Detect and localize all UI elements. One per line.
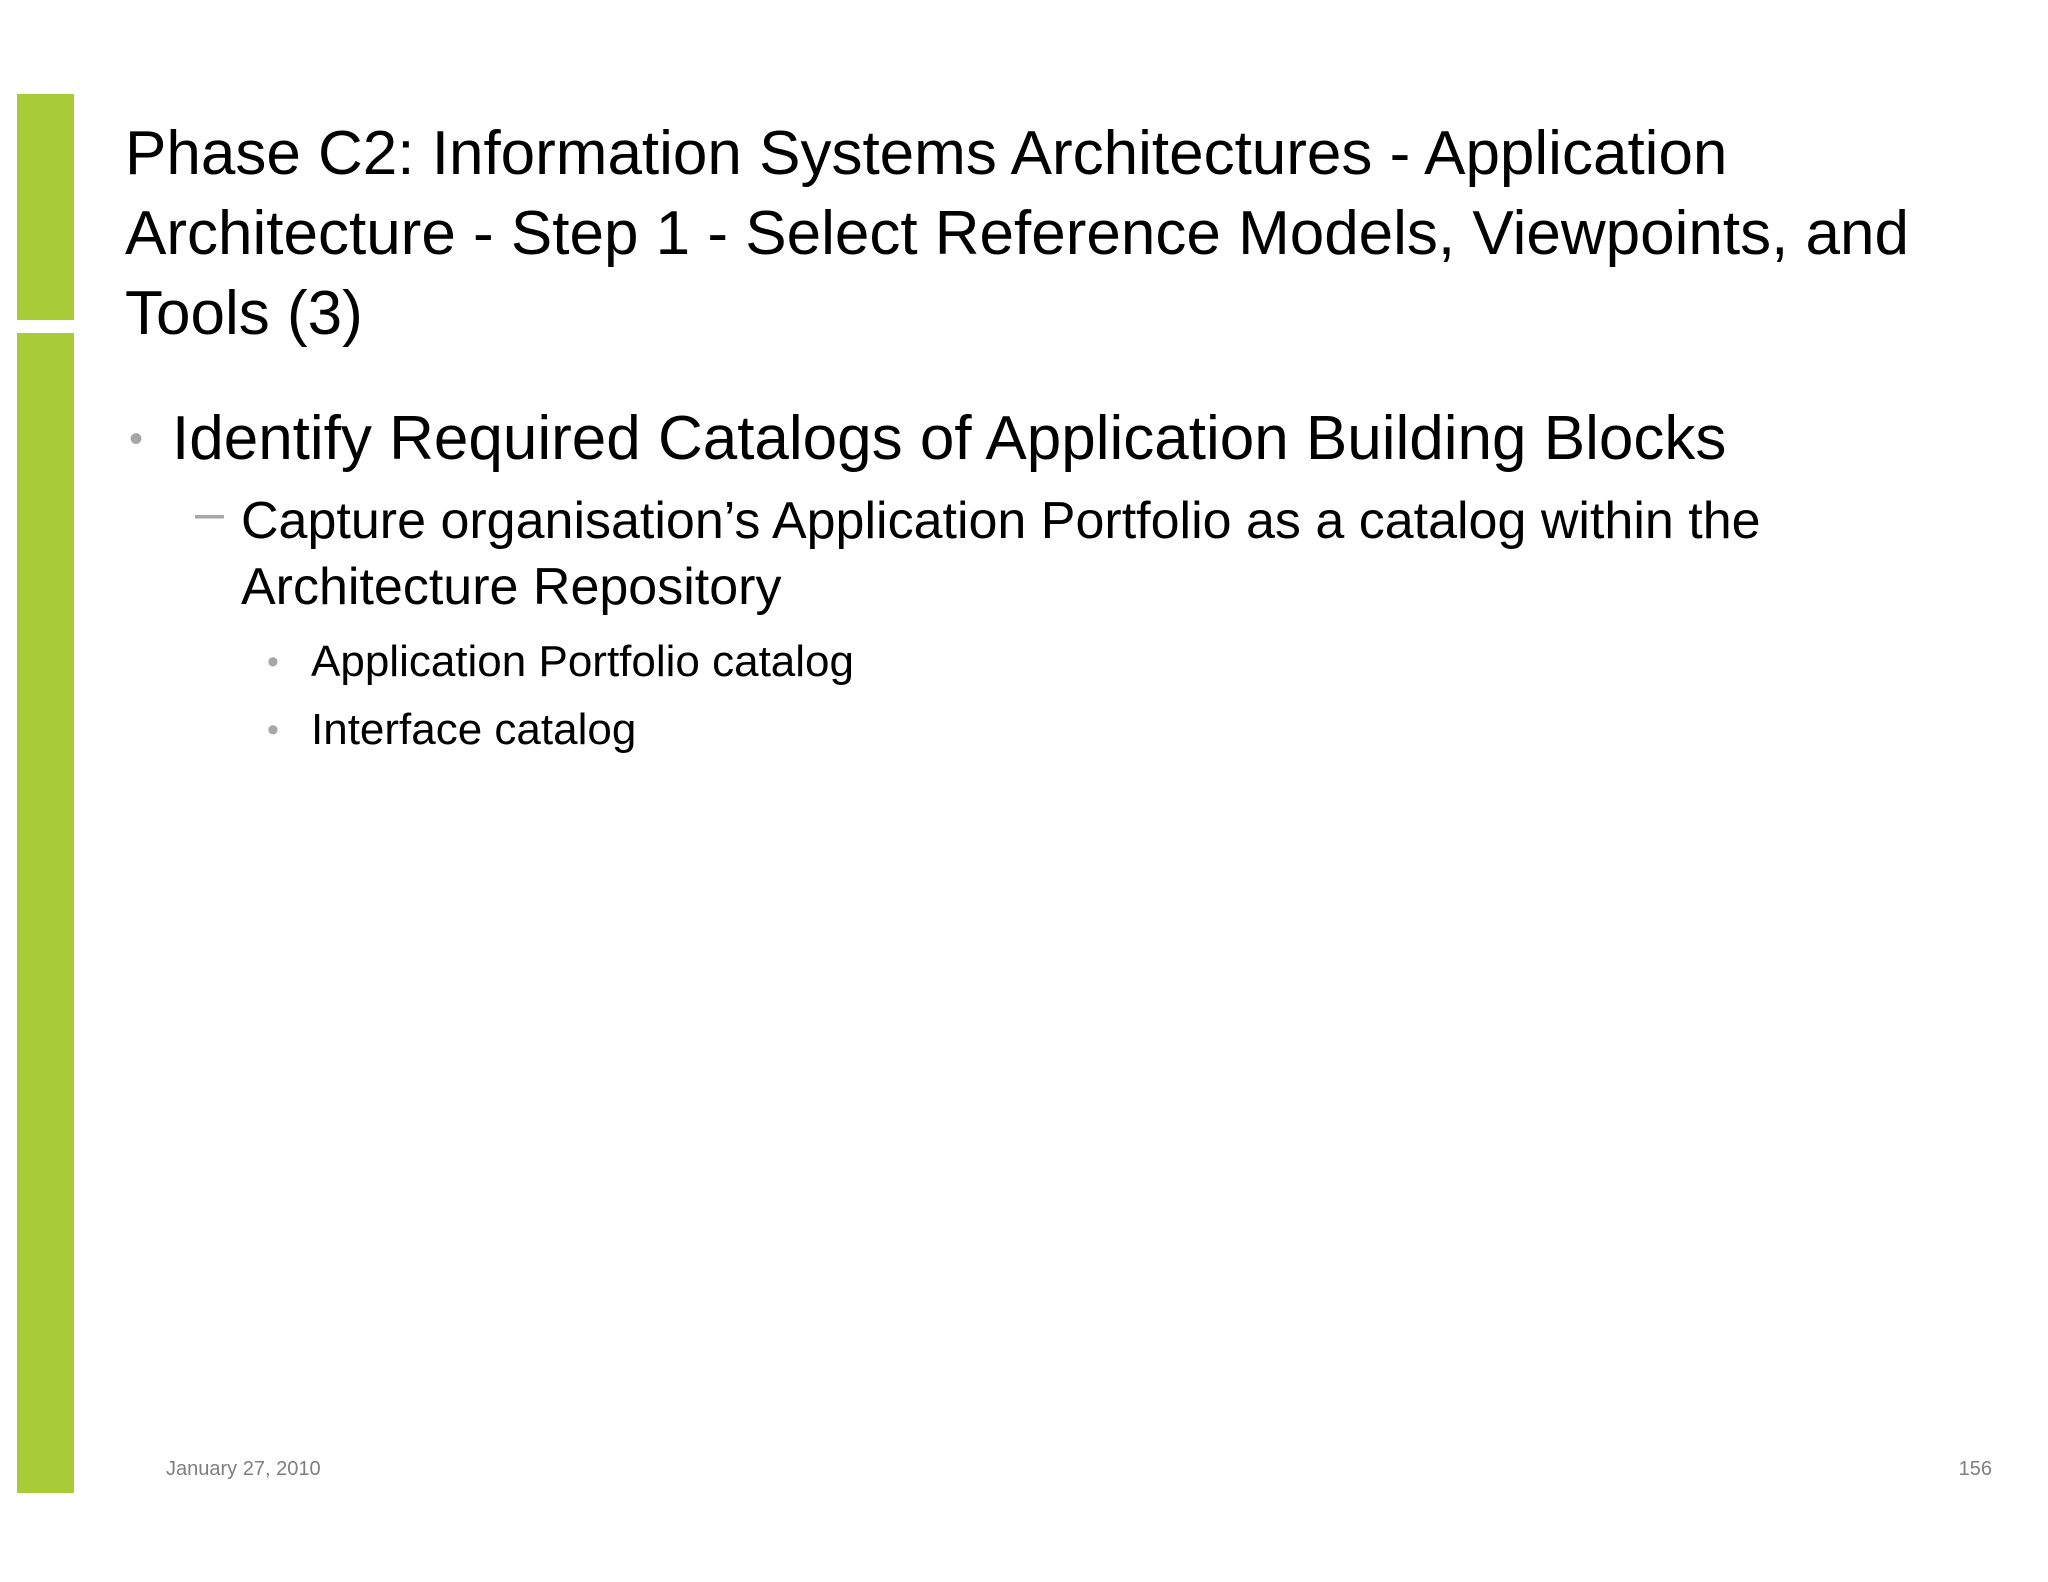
bullet-dot-icon: •	[267, 711, 279, 749]
slide-content	[125, 400, 1965, 764]
bullet-level2-text: Capture organisation’s Application Portfolio as a catalog within the Architecture Repository	[241, 492, 1761, 616]
bullet-level2	[195, 484, 1965, 620]
bullet-level3-item	[267, 696, 1965, 764]
bullet-level3-text: Application Portfolio catalog	[311, 637, 854, 686]
bullet-dot-icon: •	[267, 643, 279, 681]
bullet-level3-text: Interface catalog	[311, 705, 637, 754]
footer-date: January 27, 2010	[166, 1458, 321, 1480]
slide-title: Phase C2: Information Systems Architectures - Application Architecture - Step 1 - Select Reference Models, Viewpoints, and Tools (3)	[125, 119, 1909, 348]
footer-page-number: 156	[1958, 1458, 1992, 1480]
accent-bar-top	[17, 94, 74, 320]
dash-bullet-icon: –	[195, 484, 224, 542]
bullet-dot-icon: •	[129, 417, 144, 461]
bullet-level1-text: Identify Required Catalogs of Application Building Blocks	[172, 404, 1727, 473]
bullet-level3-item	[267, 628, 1965, 696]
accent-bar-bottom	[17, 333, 74, 1493]
bullet-level1	[125, 400, 1965, 478]
